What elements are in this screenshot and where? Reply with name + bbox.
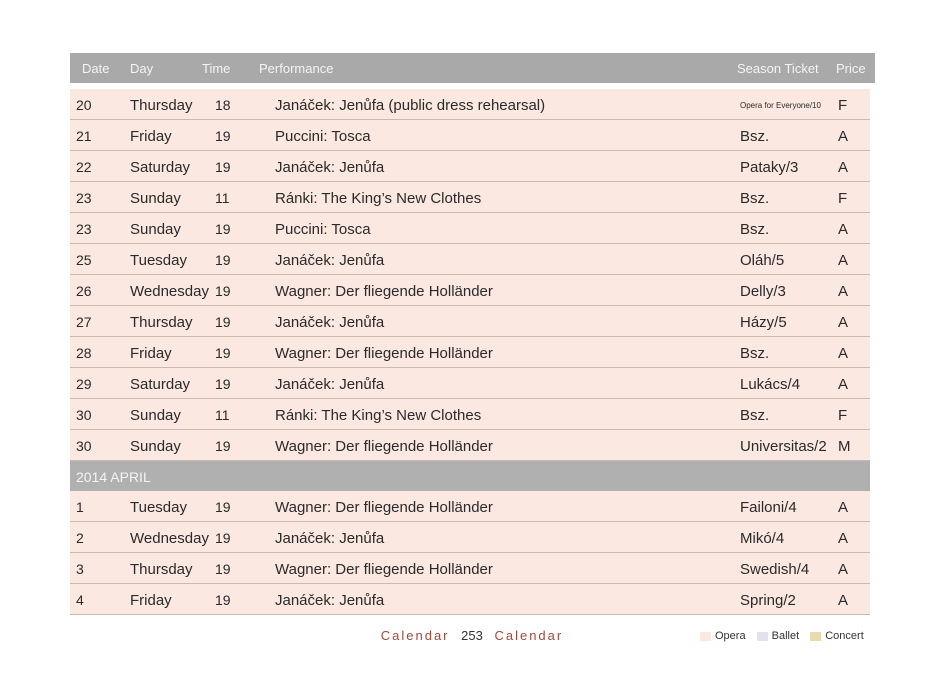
cell-day: Tuesday xyxy=(130,499,187,516)
legend-opera: Opera xyxy=(700,630,746,642)
header-performance: Performance xyxy=(259,61,334,76)
table-row xyxy=(70,584,870,615)
cell-date: 4 xyxy=(76,592,84,608)
cell-day: Friday xyxy=(130,128,172,145)
cell-performance: Wagner: Der fliegende Holländer xyxy=(275,283,493,300)
cell-date: 20 xyxy=(76,97,92,113)
header-price: Price xyxy=(836,61,866,76)
cell-season-ticket: Pataky/3 xyxy=(740,159,799,176)
cell-day: Thursday xyxy=(130,314,193,331)
cell-performance: Janáček: Jenůfa xyxy=(275,530,385,547)
cell-date: 21 xyxy=(76,128,92,144)
cell-time: 19 xyxy=(215,530,231,546)
footer-right-word: Calendar xyxy=(494,628,564,643)
cell-date: 2 xyxy=(76,530,84,546)
cell-season-ticket: Delly/3 xyxy=(740,283,786,300)
cell-price: A xyxy=(838,376,849,393)
cell-price: A xyxy=(838,221,849,238)
cell-time: 19 xyxy=(215,314,231,330)
cell-time: 19 xyxy=(215,221,231,237)
cell-day: Wednesday xyxy=(130,283,209,300)
cell-date: 23 xyxy=(76,190,92,206)
cell-price: A xyxy=(838,314,849,331)
cell-date: 27 xyxy=(76,314,92,330)
cell-season-ticket: Bsz. xyxy=(740,221,770,238)
table-row xyxy=(70,213,870,244)
cell-price: F xyxy=(838,97,848,114)
header-date: Date xyxy=(82,61,110,76)
cell-day: Tuesday xyxy=(130,252,187,269)
cell-performance: Wagner: Der fliegende Holländer xyxy=(275,561,493,578)
cell-price: A xyxy=(838,345,849,362)
table-row xyxy=(70,337,870,368)
cell-performance: Janáček: Jenůfa xyxy=(275,314,385,331)
header-time: Time xyxy=(202,61,231,76)
cell-performance: Janáček: Jenůfa xyxy=(275,592,385,609)
table-row xyxy=(70,89,870,120)
cell-price: F xyxy=(838,407,848,424)
cell-performance: Janáček: Jenůfa (public dress rehearsal) xyxy=(275,97,546,114)
cell-season-ticket: Bsz. xyxy=(740,407,770,424)
april-rows xyxy=(70,491,875,615)
cell-day: Thursday xyxy=(130,561,193,578)
table-row xyxy=(70,553,870,584)
cell-date: 30 xyxy=(76,438,92,454)
cell-performance: Puccini: Tosca xyxy=(275,221,371,238)
cell-season-ticket: Swedish/4 xyxy=(740,561,810,578)
cell-price: A xyxy=(838,159,849,176)
cell-performance: Janáček: Jenůfa xyxy=(275,159,385,176)
cell-performance: Wagner: Der fliegende Holländer xyxy=(275,345,493,362)
cell-date: 30 xyxy=(76,407,92,423)
header-day: Day xyxy=(130,61,154,76)
cell-price: A xyxy=(838,283,849,300)
cell-date: 1 xyxy=(76,499,84,515)
table-row xyxy=(70,182,870,213)
cell-date: 28 xyxy=(76,345,92,361)
cell-performance: Ránki: The King’s New Clothes xyxy=(275,407,482,424)
table-row xyxy=(70,491,870,522)
march-rows xyxy=(70,89,875,461)
cell-time: 19 xyxy=(215,376,231,392)
cell-performance: Wagner: Der fliegende Holländer xyxy=(275,438,493,455)
cell-performance: Wagner: Der fliegende Holländer xyxy=(275,499,493,516)
cell-performance: Janáček: Jenůfa xyxy=(275,376,385,393)
cell-day: Saturday xyxy=(130,376,191,393)
cell-day: Friday xyxy=(130,592,172,609)
table-row xyxy=(70,368,870,399)
cell-season-ticket: Opera for Everyone/10 xyxy=(740,101,821,110)
cell-day: Sunday xyxy=(130,407,181,424)
legend-concert: Concert xyxy=(810,630,864,642)
cell-price: A xyxy=(838,128,849,145)
cell-price: A xyxy=(838,530,849,547)
calendar-table xyxy=(70,53,875,615)
table-row xyxy=(70,399,870,430)
cell-season-ticket: Mikó/4 xyxy=(740,530,785,547)
cell-season-ticket: Lukács/4 xyxy=(740,376,801,393)
cell-season-ticket: Bsz. xyxy=(740,190,770,207)
cell-time: 19 xyxy=(215,561,231,577)
table-row xyxy=(70,275,870,306)
table-row xyxy=(70,244,870,275)
cell-season-ticket: Oláh/5 xyxy=(740,252,785,269)
cell-date: 3 xyxy=(76,561,84,577)
cell-time: 19 xyxy=(215,499,231,515)
cell-date: 25 xyxy=(76,252,92,268)
cell-time: 19 xyxy=(215,345,231,361)
cell-season-ticket: Failoni/4 xyxy=(740,499,797,516)
cell-price: A xyxy=(838,561,849,578)
cell-date: 29 xyxy=(76,376,92,392)
cell-day: Thursday xyxy=(130,97,193,114)
cell-season-ticket: Házy/5 xyxy=(740,314,787,331)
cell-season-ticket: Bsz. xyxy=(740,345,770,362)
legend xyxy=(700,630,872,642)
cell-time: 19 xyxy=(215,283,231,299)
cell-day: Wednesday xyxy=(130,530,209,547)
month-separator xyxy=(70,461,870,491)
footer-left-word: Calendar xyxy=(380,628,450,643)
table-row xyxy=(70,430,870,461)
cell-time: 19 xyxy=(215,252,231,268)
header-season-ticket: Season Ticket xyxy=(737,61,819,76)
table-row xyxy=(70,522,870,553)
month-label: 2014 APRIL xyxy=(76,469,151,485)
cell-season-ticket: Bsz. xyxy=(740,128,770,145)
cell-day: Saturday xyxy=(130,159,191,176)
cell-day: Sunday xyxy=(130,221,181,238)
cell-time: 19 xyxy=(215,128,231,144)
legend-opera-swatch xyxy=(700,632,711,641)
cell-day: Sunday xyxy=(130,190,181,207)
cell-performance: Janáček: Jenůfa xyxy=(275,252,385,269)
cell-price: A xyxy=(838,252,849,269)
cell-price: A xyxy=(838,592,849,609)
cell-date: 23 xyxy=(76,221,92,237)
cell-date: 26 xyxy=(76,283,92,299)
legend-concert-swatch xyxy=(810,632,821,641)
cell-price: F xyxy=(838,190,848,207)
cell-time: 19 xyxy=(215,592,231,608)
cell-day: Sunday xyxy=(130,438,181,455)
table-header xyxy=(70,53,875,83)
cell-performance: Ránki: The King’s New Clothes xyxy=(275,190,482,207)
legend-ballet: Ballet xyxy=(757,630,800,642)
cell-time: 11 xyxy=(215,407,230,423)
cell-day: Friday xyxy=(130,345,172,362)
cell-date: 22 xyxy=(76,159,92,175)
cell-season-ticket: Spring/2 xyxy=(740,592,796,609)
cell-time: 18 xyxy=(215,97,231,113)
cell-price: M xyxy=(838,438,851,455)
page-number: 253 xyxy=(461,628,483,643)
cell-price: A xyxy=(838,499,849,516)
legend-ballet-swatch xyxy=(757,632,768,641)
cell-season-ticket: Universitas/2 xyxy=(740,438,827,455)
cell-time: 11 xyxy=(215,190,230,206)
table-row xyxy=(70,151,870,182)
cell-performance: Puccini: Tosca xyxy=(275,128,371,145)
table-row xyxy=(70,306,870,337)
cell-time: 19 xyxy=(215,159,231,175)
table-row xyxy=(70,120,870,151)
cell-time: 19 xyxy=(215,438,231,454)
